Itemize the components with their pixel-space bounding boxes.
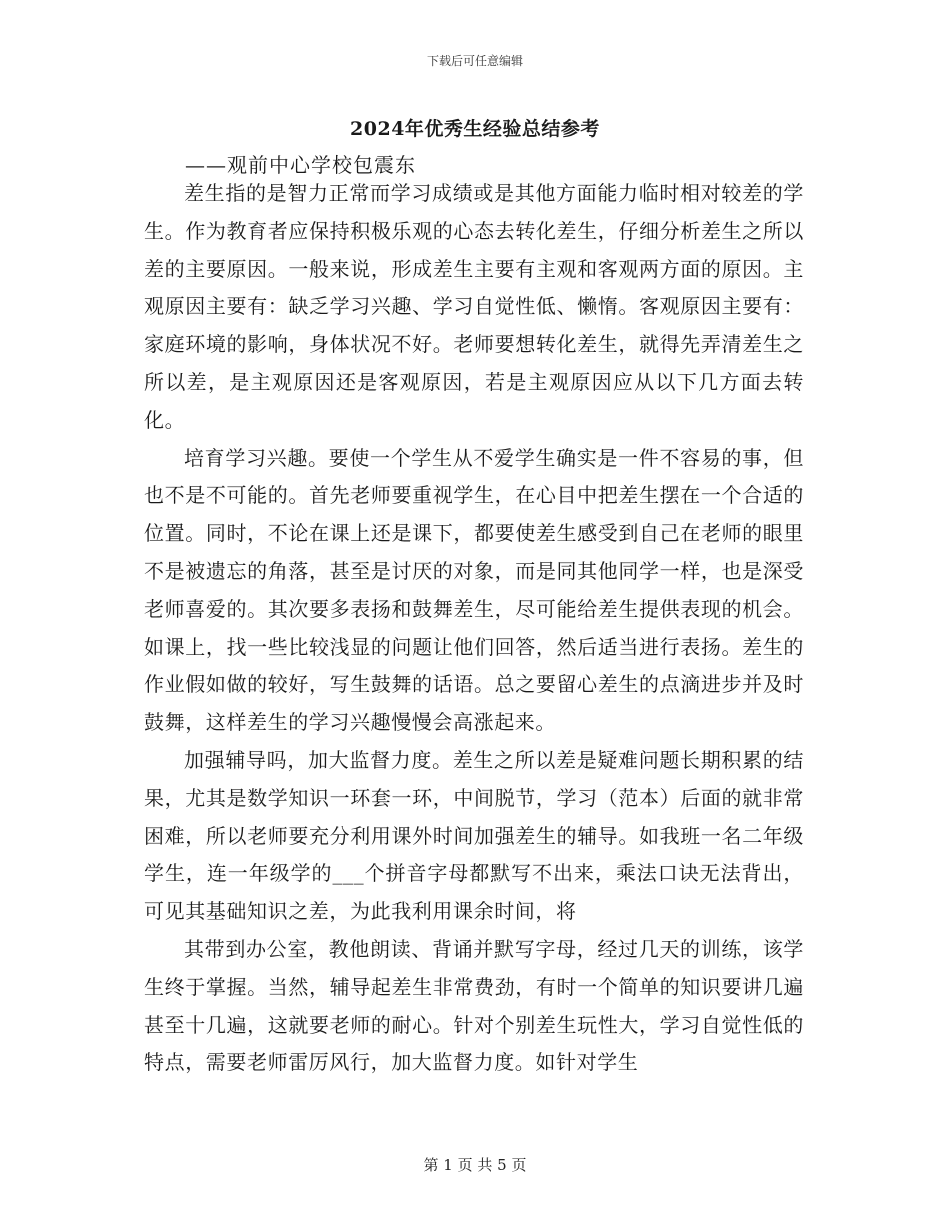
paragraph: 加强辅导吗，加大监督力度。差生之所以差是疑难问题长期积累的结果，尤其是数学知识一环套一环，中间脱节，学习（范本）后面的就非常困难，所以老师要充分利用课外时间加强差生的辅导。如我班一名二年级学生，连一年级学的___个拼音字母都默写不出来，乘法口诀无法背出，可见其基础知识之差，为此我利用课余时间，将: [144, 747, 804, 924]
document-title: 2024年优秀生经验总结参考: [350, 118, 600, 140]
header-note: 下载后可任意编辑: [426, 54, 523, 68]
paragraph: 其带到办公室，教他朗读、背诵并默写字母，经过几天的训练，该学生终于掌握。当然，辅导起差生非常费劲，有时一个简单的知识要讲几遍甚至十几遍，这就要老师的耐心。针对个别差生玩性大，学习自觉性低的特点，需要老师雷厉风行，加大监督力度。如针对学生: [144, 936, 804, 1075]
document-body: [144, 175, 804, 1082]
document-author: ——观前中心学校包震东: [185, 153, 416, 177]
page-number: 第 1 页 共 5 页: [423, 1156, 527, 1174]
paragraph: 差生指的是智力正常而学习成绩或是其他方面能力临时相对较差的学生。作为教育者应保持积极乐观的心态去转化差生，仔细分析差生之所以差的主要原因。一般来说，形成差生主要有主观和客观两方面的原因。主观原因主要有：缺乏学习兴趣、学习自觉性低、懒惰。客观原因主要有：家庭环境的影响，身体状况不好。老师要想转化差生，就得先弄清差生之所以差，是主观原因还是客观原因，若是主观原因应从以下几方面去转化。: [144, 181, 804, 432]
paragraph: 培育学习兴趣。要使一个学生从不爱学生确实是一件不容易的事，但也不是不可能的。首先老师要重视学生，在心目中把差生摆在一个合适的位置。同时，不论在课上还是课下，都要使差生感受到自己在老师的眼里不是被遗忘的角落，甚至是讨厌的对象，而是同其他同学一样，也是深受老师喜爱的。其次要多表扬和鼓舞差生，尽可能给差生提供表现的机会。如课上，找一些比较浅显的问题让他们回答，然后适当进行表扬。差生的作业假如做的较好，写生鼓舞的话语。总之要留心差生的点滴进步并及时鼓舞，这样差生的学习兴趣慢慢会高涨起来。: [144, 445, 804, 735]
